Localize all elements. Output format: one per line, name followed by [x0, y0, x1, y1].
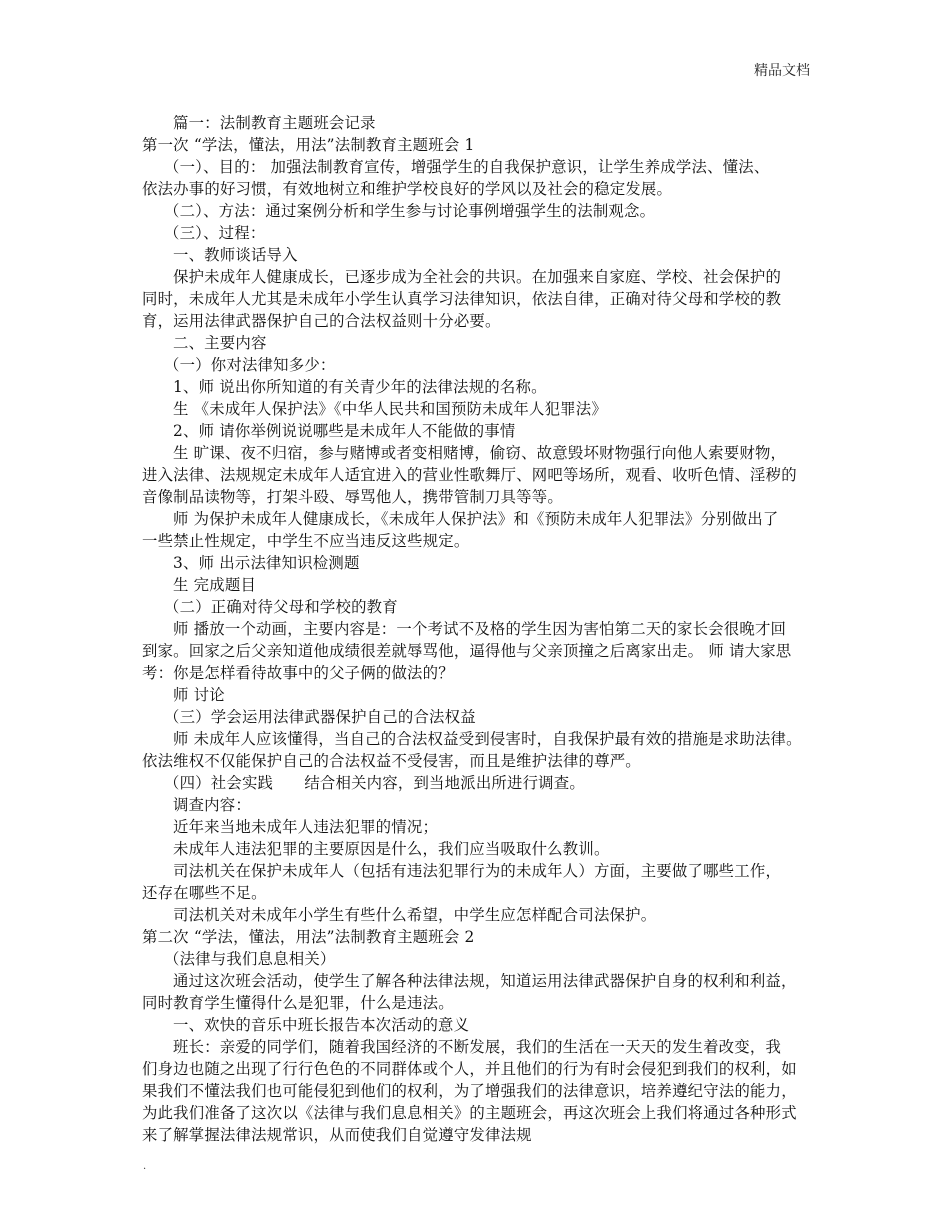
text-line: 一些禁止性规定，中学生不应当违反这些规定。: [142, 532, 470, 550]
text-line: 2、师 请你举例说说哪些是未成年人不能做的事情: [173, 422, 516, 440]
footer-mark: .: [143, 1161, 147, 1172]
text-line: 依法维权不仅能保护自己的合法权益不受侵害，而且是维护法律的尊严。: [142, 752, 641, 770]
text-line: 同时，未成年人尤其是未成年小学生认真学习法律知识，依法自律，正确对待父母和学校的教育，运用法律武器保护自己的合法权益则十分必要。: [142, 290, 782, 330]
document-body: [142, 112, 812, 1146]
text-line: （二）正确对待父母和学校的教育: [164, 598, 398, 616]
text-line: 师 播放一个动画，主要内容是：一个考试不及格的学生因为害怕第二天的家长会很晚才回: [173, 620, 787, 638]
text-line: 一、欢快的音乐中班长报告本次活动的意义: [173, 1016, 470, 1034]
text-line: 保护未成年人健康成长，已逐步成为全社会的共识。在加强来自家庭、学校、社会保护的: [173, 268, 782, 286]
text-line: 未成年人违法犯罪的主要原因是什么，我们应当吸取什么教训。: [173, 840, 610, 858]
text-line: （一）你对法律知多少：: [164, 356, 336, 374]
text-line: 司法机关在保护未成年人（包括有违法犯罪行为的未成年人）方面，主要做了哪些工作，: [173, 862, 782, 880]
text-line: 师 讨论: [173, 686, 225, 704]
text-line: 生 《未成年人保护法》《中华人民共和国预防未成年人犯罪法》: [173, 400, 607, 418]
text-line: 生 完成题目: [173, 576, 257, 594]
page-header-tag: 精品文档: [754, 63, 810, 79]
text-line: （法律与我们息息相关）: [164, 950, 336, 968]
text-line: 第二次 “学法，懂法，用法”法制教育主题班会 2: [142, 928, 475, 946]
text-line: 还存在哪些不足。: [142, 884, 267, 902]
text-line: （四）社会实践 结合相关内容，到当地派出所进行调查。: [164, 774, 585, 792]
text-line: （二）、方法：通过案例分析和学生参与讨论事例增强学生的法制观念。: [164, 202, 656, 220]
text-line: 调查内容：: [173, 796, 251, 814]
text-line: 生 旷课、夜不归宿，参与赌博或者变相赌博，偷窃、故意毁坏财物强行向他人索要财物，: [173, 444, 787, 462]
text-line: 第一次 “学法，懂法，用法”法制教育主题班会 1: [142, 136, 475, 154]
text-line: 同时教育学生懂得什么是犯罪，什么是违法。: [142, 994, 454, 1012]
text-line: （一）、目的： 加强法制教育宣传，增强学生的自我保护意识，让学生养成学法、懂法、: [164, 158, 770, 176]
text-line: 进入法律、法规规定未成年人适宜进入的营业性歌舞厅、网吧等场所，观看、收听色情、淫秽的音像制品读物等，打架斗殴、辱骂他人，携带管制刀具等等。: [142, 466, 797, 506]
text-line: 司法机关对未成年小学生有些什么希望，中学生应怎样配合司法保护。: [173, 906, 657, 924]
text-line: 师 未成年人应该懂得，当自己的合法权益受到侵害时，自我保护最有效的措施是求助法律。: [173, 730, 802, 748]
text-line: 通过这次班会活动，使学生了解各种法律法规，知道运用法律武器保护自身的权利和利益，: [173, 972, 797, 990]
text-line: （三）、过程：: [164, 224, 266, 242]
text-line: 篇一：法制教育主题班会记录: [173, 114, 376, 132]
text-line: 1、师 说出你所知道的有关青少年的法律法规的名称。: [173, 378, 547, 396]
text-line: 们身边也随之出现了行行色色的不同群体或个人，并且他们的行为有时会侵犯到我们的权利，如果我们不懂法我们也可能侵犯到他们的权利，为了增强我们的法律意识，培养遵纪守法的能力，为此我们准备了这次以《法律与我们息息相关》的主题班会，再这次班会上我们将通过各种形式来了解掌握法律法规常识，从而使我们自觉遵守发律法规: [142, 1060, 797, 1144]
text-line: 3、师 出示法律知识检测题: [173, 554, 360, 572]
text-line: 一、教师谈话导入: [173, 246, 298, 264]
text-line: 依法办事的好习惯，有效地树立和维护学校良好的学风以及社会的稳定发展。: [142, 180, 673, 198]
text-line: 师 为保护未成年人健康成长，《未成年人保护法》和《预防未成年人犯罪法》分别做出了: [173, 510, 779, 528]
text-line: （三）学会运用法律武器保护自己的合法权益: [164, 708, 476, 726]
text-line: 近年来当地未成年人违法犯罪的情况；: [173, 818, 439, 836]
text-line: 班长：亲爱的同学们，随着我国经济的不断发展，我们的生活在一天天的发生着改变，我: [173, 1038, 782, 1056]
text-line: 到家。回家之后父亲知道他成绩很差就辱骂他，逼得他与父亲顶撞之后离家出走。 师 请大家思考：你是怎样看待故事中的父子俩的做法的？: [142, 642, 792, 682]
text-line: 二、主要内容: [173, 334, 267, 352]
